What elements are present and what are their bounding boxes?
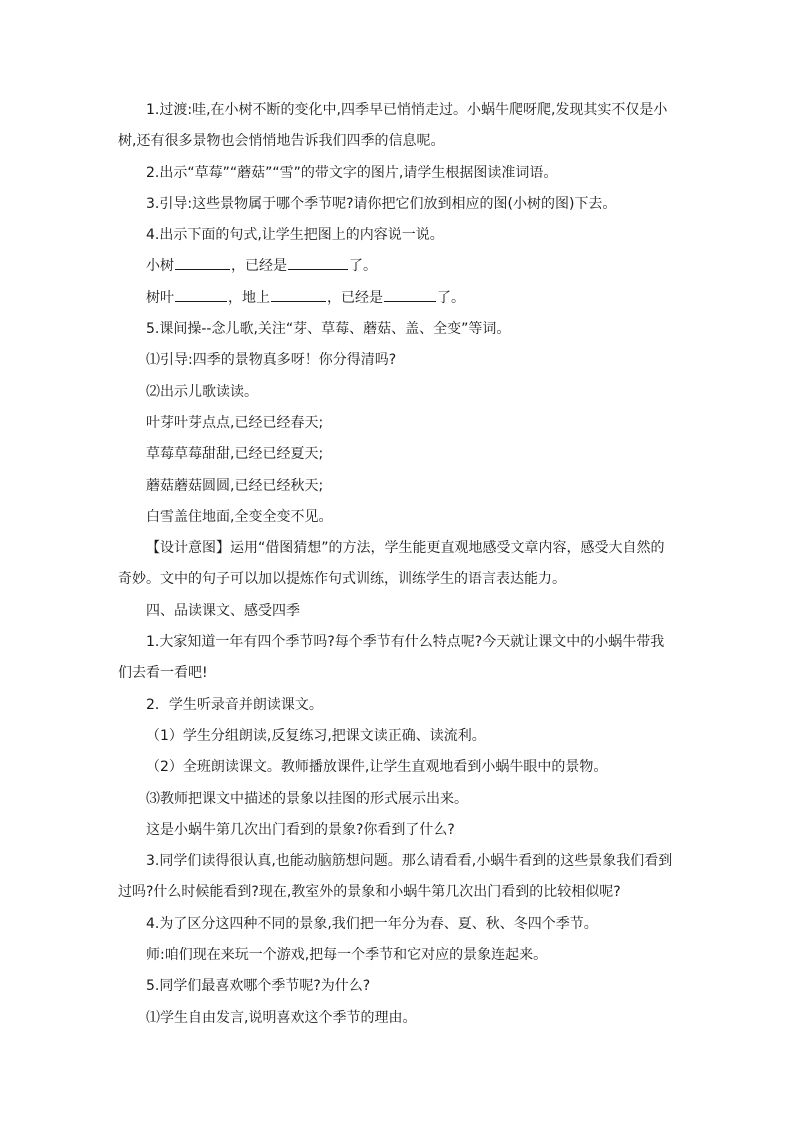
section-heading-4 [118,596,678,627]
paragraph-question-5-1 [118,1003,678,1034]
fill-blank [271,287,326,302]
paragraph-exercise [118,314,678,345]
pattern-text: ，地上 [228,289,270,306]
text-line: ⑴学生自由发言,说明喜欢这个季节的理由。 [146,1009,417,1026]
paragraph-transition-cont [118,126,678,157]
paragraph-question-2-2 [118,752,678,783]
text-line: 奇妙。文中的句子可以加以提炼作句式训练，训练学生的语言表达能力。 [118,571,566,588]
text-line: 4.为了区分这四种不同的景象,我们把一年分为春、夏、秋、冬四个季节。 [146,915,598,932]
paragraph-exercise-read [118,377,678,408]
text-line: 这是小蜗牛第几次出门看到的景象?你看到了什么? [146,821,455,838]
poem-line-1 [118,408,678,439]
text-line: 过吗?什么时候能看到?现在,教室外的景象和小蜗牛第几次出门看到的比较相似呢? [118,884,621,901]
paragraph-question-5 [118,971,678,1002]
pattern-text: ，已经是 [231,258,287,275]
text-line: 5.同学们最喜欢哪个季节呢?为什么? [146,978,371,995]
paragraph-question-2-1 [118,721,678,752]
text-line: 3.同学们读得很认真,也能动脑筋想问题。那么请看看,小蜗牛看到的这些景象我们看到 [146,853,673,870]
paragraph-question-1-cont [118,658,678,689]
text-line: 2．学生听录音并朗读课文。 [146,696,323,713]
poem-line-3 [118,471,678,502]
paragraph-question-1 [118,627,678,658]
text-line: 蘑菇蘑菇圆圆,已经已经秋天; [146,477,324,494]
text-line: 草莓草莓甜甜,已经已经夏天; [146,446,324,463]
text-line: 3.引导:这些景物属于哪个季节呢?请你把它们放到相应的图(小树的图)下去。 [146,195,617,212]
paragraph-transition [118,95,678,126]
pattern-text: 了。 [349,258,377,275]
text-line: 2.出示“草莓”“蘑菇”“雪”的带文字的图片,请学生根据图读准词语。 [146,164,558,181]
fill-blank [384,287,436,302]
paragraph-design-intent [118,533,678,564]
poem-line-4 [118,502,678,533]
text-line: ⑵出示儿歌读读。 [146,383,258,400]
text-line: 叶芽叶芽点点,已经已经春天; [146,414,324,431]
paragraph-question-4-1 [118,940,678,971]
text-line: 4.出示下面的句式,让学生把图上的内容说一说。 [146,227,444,244]
paragraph-design-intent-cont [118,564,678,595]
text-line: 白雪盖住地面,全变全变不见。 [146,508,333,525]
paragraph-question-4 [118,909,678,940]
text-line: 1.过渡:哇,在小树不断的变化中,四季早已悄悄走过。小蜗牛爬呀爬,发现其实不仅是小 [146,102,668,118]
sentence-pattern-1 [118,251,678,282]
fill-blank [175,287,227,302]
paragraph-question-2 [118,690,678,721]
text-line: （1）学生分组朗读,反复练习,把课文读正确、读流利。 [146,727,486,744]
text-line: ⑶教师把课文中描述的景象以挂图的形式展示出来。 [146,790,468,807]
paragraph-question-2-3 [118,784,678,815]
text-line: ⑴引导:四季的景物真多呀！你分得清吗? [146,352,397,369]
text-line: 树,还有很多景物也会悄悄地告诉我们四季的信息呢。 [118,133,445,150]
document-page [118,95,678,1034]
text-line: 1.大家知道一年有四个季节吗?每个季节有什么特点呢?今天就让课文中的小蜗牛带我 [146,634,665,651]
paragraph-guide [118,189,678,220]
text-line: （2）全班朗读课文。教师播放课件,让学生直观地看到小蜗牛眼中的景物。 [146,759,608,776]
pattern-text: 树叶 [146,289,174,306]
text-line: 师:咱们现在来玩一个游戏,把每一个季节和它对应的景象连起来。 [146,947,548,964]
pattern-text: 小树 [146,258,174,275]
paragraph-sentence-pattern [118,220,678,251]
pattern-text: 了。 [437,289,465,306]
text-line: 【设计意图】运用“借图猜想”的方法，学生能更直观地感受文章内容，感受大自然的 [146,540,665,557]
text-line: 5.课间操--念儿歌,关注“芽、草莓、蘑菇、盖、全变”等词。 [146,321,511,338]
paragraph-show-pictures [118,158,678,189]
fill-blank [175,255,230,270]
sentence-pattern-2 [118,283,678,314]
fill-blank [288,255,348,270]
paragraph-question-3-cont [118,877,678,908]
text-line: 四、品读课文、感受四季 [146,602,300,619]
paragraph-exercise-guide [118,345,678,376]
text-line: 们去看一看吧! [118,665,208,682]
poem-line-2 [118,439,678,470]
paragraph-question-2-4 [118,815,678,846]
pattern-text: ，已经是 [327,289,383,306]
paragraph-question-3 [118,846,678,877]
